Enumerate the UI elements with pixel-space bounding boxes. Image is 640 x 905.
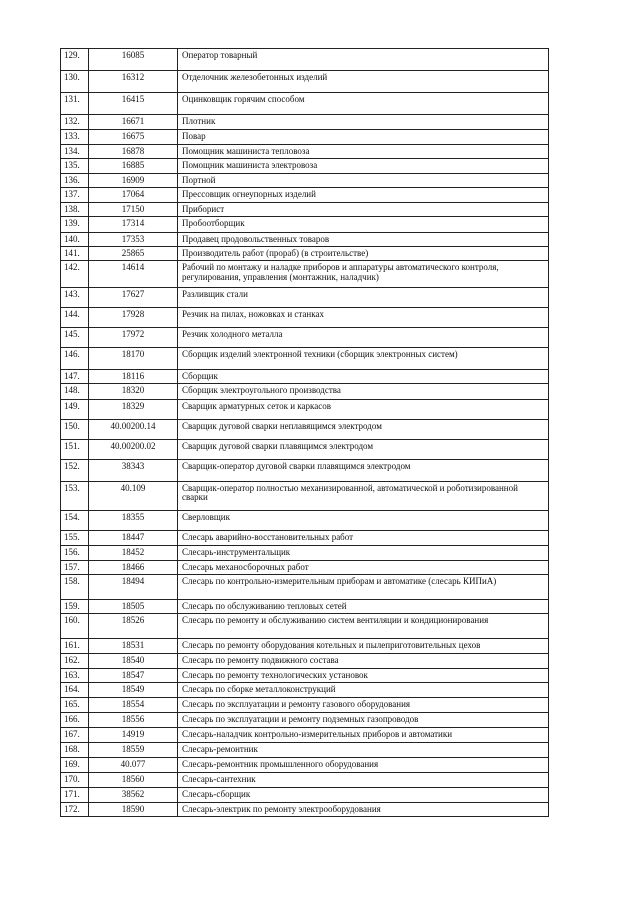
- profession-name: Сварщик дуговой сварки неплавящимся электродом: [178, 419, 549, 439]
- table-row: [61, 115, 549, 130]
- profession-code: 40.077: [89, 757, 178, 772]
- table-row: [61, 327, 549, 347]
- row-number: 145.: [61, 327, 89, 347]
- table-row: [61, 130, 549, 145]
- profession-code: 18531: [89, 638, 178, 653]
- table-row: [61, 187, 549, 202]
- profession-code: 14919: [89, 727, 178, 742]
- profession-name: Резчик холодного металла: [178, 327, 549, 347]
- table-row: [61, 682, 549, 697]
- profession-code: 18355: [89, 510, 178, 530]
- table-row: [61, 307, 549, 327]
- table-row: [61, 802, 549, 816]
- profession-code: 18466: [89, 560, 178, 574]
- table-row: [61, 145, 549, 159]
- row-number: 162.: [61, 653, 89, 668]
- table-row: [61, 287, 549, 307]
- profession-name: Сборщик изделий электронной техники (сборщик электронных систем): [178, 347, 549, 369]
- table-row: [61, 439, 549, 459]
- profession-name: Слесарь по ремонту подвижного состава: [178, 653, 549, 668]
- row-number: 160.: [61, 613, 89, 638]
- profession-code: 16312: [89, 71, 178, 93]
- row-number: 137.: [61, 187, 89, 202]
- profession-code: 17627: [89, 287, 178, 307]
- row-number: 154.: [61, 510, 89, 530]
- table-row: [61, 383, 549, 399]
- row-number: 165.: [61, 697, 89, 712]
- row-number: 143.: [61, 287, 89, 307]
- table-row: [61, 574, 549, 599]
- table-row: [61, 530, 549, 545]
- profession-name: Оператор товарный: [178, 49, 549, 71]
- profession-name: Помощник машиниста электровоза: [178, 158, 549, 173]
- row-number: 153.: [61, 481, 89, 510]
- table-row: [61, 232, 549, 246]
- profession-code: 18547: [89, 668, 178, 682]
- profession-code: 25865: [89, 246, 178, 260]
- row-number: 167.: [61, 727, 89, 742]
- row-number: 169.: [61, 757, 89, 772]
- profession-name: Повар: [178, 130, 549, 145]
- profession-code: 17150: [89, 202, 178, 216]
- table-row: [61, 216, 549, 232]
- table-row: [61, 653, 549, 668]
- profession-code: 18526: [89, 613, 178, 638]
- table-row: [61, 638, 549, 653]
- row-number: 140.: [61, 232, 89, 246]
- profession-name: Продавец продовольственных товаров: [178, 232, 549, 246]
- table-row: [61, 202, 549, 216]
- profession-code: 18494: [89, 574, 178, 599]
- profession-code: 18554: [89, 697, 178, 712]
- profession-name: Слесарь-сантехник: [178, 772, 549, 787]
- table-row: [61, 599, 549, 613]
- table-row: [61, 158, 549, 173]
- row-number: 136.: [61, 173, 89, 187]
- profession-name: Слесарь-электрик по ремонту электрооборудования: [178, 802, 549, 816]
- profession-code: 40.00200.14: [89, 419, 178, 439]
- table-row: [61, 173, 549, 187]
- profession-code: 16885: [89, 158, 178, 173]
- profession-code: 17314: [89, 216, 178, 232]
- row-number: 131.: [61, 93, 89, 115]
- profession-code: 16415: [89, 93, 178, 115]
- profession-name: Приборист: [178, 202, 549, 216]
- table-row: [61, 545, 549, 560]
- table-row: [61, 787, 549, 802]
- row-number: 138.: [61, 202, 89, 216]
- profession-code: 38562: [89, 787, 178, 802]
- profession-code: 17353: [89, 232, 178, 246]
- row-number: 164.: [61, 682, 89, 697]
- profession-name: Слесарь по обслуживанию тепловых сетей: [178, 599, 549, 613]
- table-row: [61, 560, 549, 574]
- profession-name: Слесарь-сборщик: [178, 787, 549, 802]
- row-number: 159.: [61, 599, 89, 613]
- table-row: [61, 399, 549, 419]
- profession-name: Слесарь-ремонтник промышленного оборудования: [178, 757, 549, 772]
- row-number: 150.: [61, 419, 89, 439]
- row-number: 135.: [61, 158, 89, 173]
- table-row: [61, 419, 549, 439]
- profession-name: Сборщик: [178, 369, 549, 383]
- profession-code: 18170: [89, 347, 178, 369]
- table-row: [61, 613, 549, 638]
- profession-name: Сварщик арматурных сеток и каркасов: [178, 399, 549, 419]
- row-number: 147.: [61, 369, 89, 383]
- row-number: 170.: [61, 772, 89, 787]
- professions-table: [60, 48, 549, 817]
- row-number: 171.: [61, 787, 89, 802]
- profession-code: 40.109: [89, 481, 178, 510]
- profession-code: 18505: [89, 599, 178, 613]
- profession-name: Слесарь по эксплуатации и ремонту газового оборудования: [178, 697, 549, 712]
- table-row: [61, 757, 549, 772]
- profession-name: Слесарь по ремонту технологических установок: [178, 668, 549, 682]
- profession-name: Сварщик-оператор полностью механизированной, автоматической и роботизированной сварки: [178, 481, 549, 510]
- table-row: [61, 260, 549, 287]
- profession-name: Сборщик электроугольного производства: [178, 383, 549, 399]
- profession-code: 16671: [89, 115, 178, 130]
- profession-code: 16675: [89, 130, 178, 145]
- table-row: [61, 727, 549, 742]
- row-number: 166.: [61, 712, 89, 727]
- profession-code: 14614: [89, 260, 178, 287]
- profession-name: Резчик на пилах, ножовках и станках: [178, 307, 549, 327]
- row-number: 144.: [61, 307, 89, 327]
- profession-name: Слесарь механосборочных работ: [178, 560, 549, 574]
- profession-name: Отделочник железобетонных изделий: [178, 71, 549, 93]
- row-number: 130.: [61, 71, 89, 93]
- profession-code: 16085: [89, 49, 178, 71]
- table-row: [61, 481, 549, 510]
- profession-code: 18320: [89, 383, 178, 399]
- row-number: 172.: [61, 802, 89, 816]
- profession-name: Разливщик стали: [178, 287, 549, 307]
- profession-name: Прессовщик огнеупорных изделий: [178, 187, 549, 202]
- profession-code: 17972: [89, 327, 178, 347]
- row-number: 139.: [61, 216, 89, 232]
- table-row: [61, 347, 549, 369]
- table-row: [61, 668, 549, 682]
- row-number: 152.: [61, 459, 89, 481]
- profession-name: Плотник: [178, 115, 549, 130]
- row-number: 163.: [61, 668, 89, 682]
- row-number: 157.: [61, 560, 89, 574]
- row-number: 158.: [61, 574, 89, 599]
- profession-code: 38343: [89, 459, 178, 481]
- row-number: 148.: [61, 383, 89, 399]
- row-number: 141.: [61, 246, 89, 260]
- row-number: 161.: [61, 638, 89, 653]
- table-row: [61, 93, 549, 115]
- profession-name: Слесарь-инструментальщик: [178, 545, 549, 560]
- profession-name: Слесарь по контрольно-измерительным приборам и автоматике (слесарь КИПиА): [178, 574, 549, 599]
- profession-name: Рабочий по монтажу и наладке приборов и аппаратуры автоматического контроля, регулирования, управления (монтажник, наладчик): [178, 260, 549, 287]
- profession-name: Слесарь аварийно-восстановительных работ: [178, 530, 549, 545]
- table-row: [61, 697, 549, 712]
- profession-name: Сверловщик: [178, 510, 549, 530]
- row-number: 156.: [61, 545, 89, 560]
- table-row: [61, 742, 549, 757]
- profession-code: 18549: [89, 682, 178, 697]
- row-number: 155.: [61, 530, 89, 545]
- document-page: [60, 48, 548, 817]
- row-number: 129.: [61, 49, 89, 71]
- row-number: 133.: [61, 130, 89, 145]
- profession-name: Оцинковщик горячим способом: [178, 93, 549, 115]
- profession-code: 18329: [89, 399, 178, 419]
- profession-code: 17064: [89, 187, 178, 202]
- profession-code: 18559: [89, 742, 178, 757]
- row-number: 132.: [61, 115, 89, 130]
- table-body: [61, 49, 549, 817]
- profession-code: 40.00200.02: [89, 439, 178, 459]
- table-row: [61, 71, 549, 93]
- table-row: [61, 459, 549, 481]
- row-number: 151.: [61, 439, 89, 459]
- row-number: 149.: [61, 399, 89, 419]
- profession-code: 18540: [89, 653, 178, 668]
- profession-name: Слесарь по ремонту оборудования котельных и пылеприготовительных цехов: [178, 638, 549, 653]
- profession-code: 18560: [89, 772, 178, 787]
- profession-name: Слесарь по ремонту и обслуживанию систем вентиляции и кондиционирования: [178, 613, 549, 638]
- row-number: 168.: [61, 742, 89, 757]
- row-number: 134.: [61, 145, 89, 159]
- table-row: [61, 246, 549, 260]
- profession-code: 18452: [89, 545, 178, 560]
- profession-code: 18116: [89, 369, 178, 383]
- profession-name: Слесарь-наладчик контрольно-измерительных приборов и автоматики: [178, 727, 549, 742]
- profession-code: 16878: [89, 145, 178, 159]
- profession-name: Слесарь по эксплуатации и ремонту подземных газопроводов: [178, 712, 549, 727]
- profession-name: Сварщик дуговой сварки плавящимся электродом: [178, 439, 549, 459]
- profession-code: 18447: [89, 530, 178, 545]
- profession-name: Слесарь-ремонтник: [178, 742, 549, 757]
- profession-code: 18590: [89, 802, 178, 816]
- table-row: [61, 49, 549, 71]
- profession-name: Портной: [178, 173, 549, 187]
- profession-name: Слесарь по сборке металлоконструкций: [178, 682, 549, 697]
- profession-name: Пробоотборщик: [178, 216, 549, 232]
- table-row: [61, 712, 549, 727]
- profession-code: 17928: [89, 307, 178, 327]
- profession-name: Помощник машиниста тепловоза: [178, 145, 549, 159]
- table-row: [61, 772, 549, 787]
- profession-name: Сварщик-оператор дуговой сварки плавящимся электродом: [178, 459, 549, 481]
- table-row: [61, 510, 549, 530]
- profession-name: Производитель работ (прораб) (в строительстве): [178, 246, 549, 260]
- row-number: 146.: [61, 347, 89, 369]
- table-row: [61, 369, 549, 383]
- profession-code: 16909: [89, 173, 178, 187]
- row-number: 142.: [61, 260, 89, 287]
- profession-code: 18556: [89, 712, 178, 727]
